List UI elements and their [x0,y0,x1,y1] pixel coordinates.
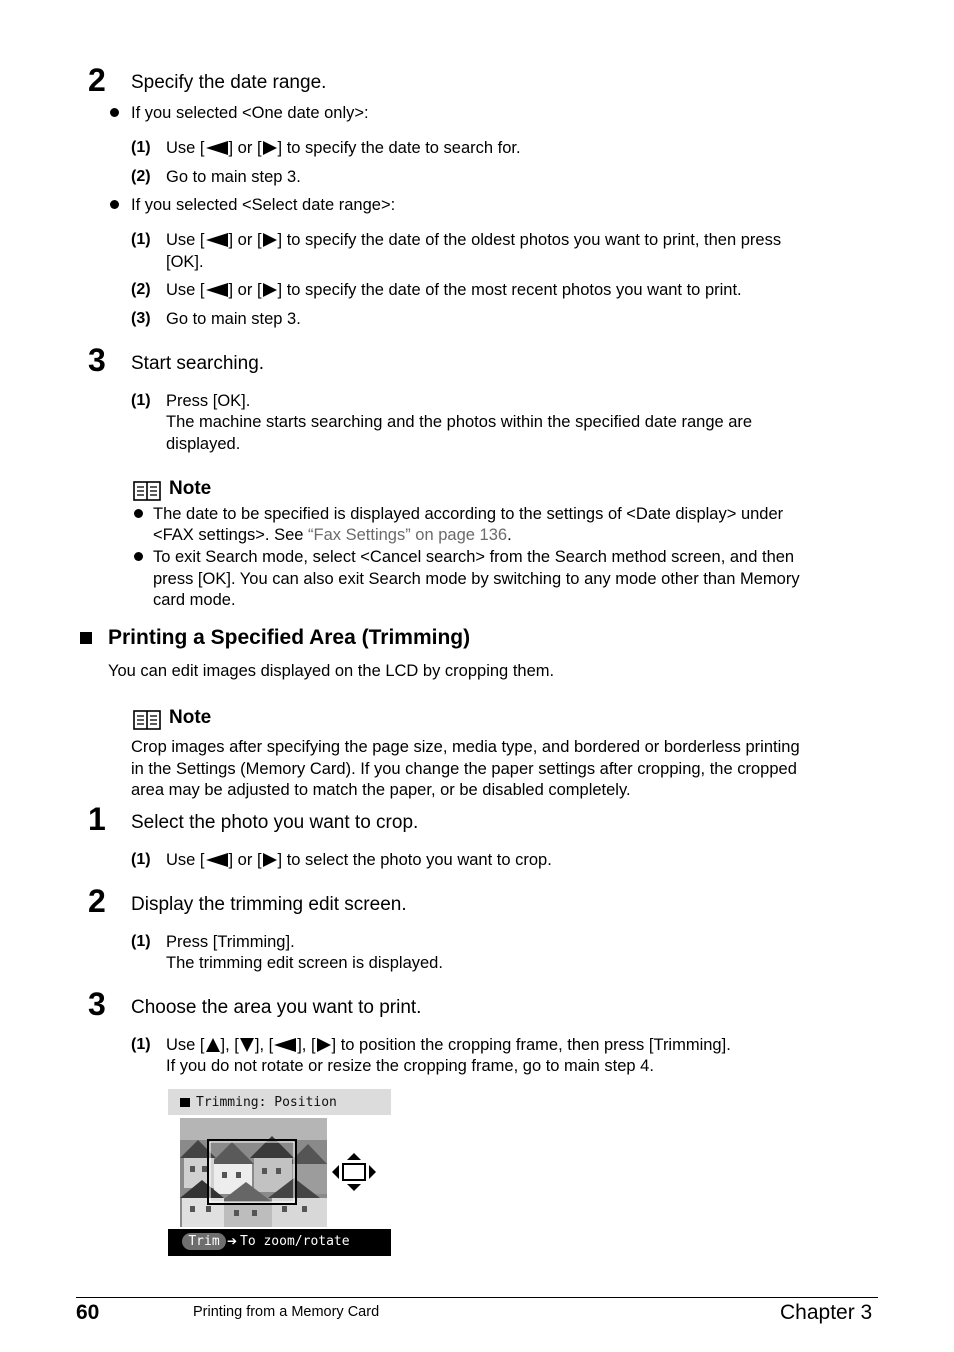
section-square-icon [80,632,92,644]
text-part: Use [ [166,851,205,869]
text-part: ] or [ [228,231,262,249]
lcd-footer [168,1229,391,1256]
substep-number: (1) [131,1036,151,1053]
text-part: ] to position the cropping frame, then press [Trimming]. [331,1036,731,1054]
page-number: 60 [76,1301,100,1324]
chapter-label: Chapter 3 [780,1301,873,1324]
bullet-icon [134,509,143,518]
text-part: ] or [ [228,281,262,299]
left-arrow-icon [206,283,228,297]
note-text: area may be adjusted to match the paper, or be disabled completely. [131,781,631,799]
substep-number: (1) [131,851,151,868]
substep-text: Press [OK]. [166,392,251,410]
left-arrow-icon [206,233,228,247]
substep-text: The trimming edit screen is displayed. [166,954,443,972]
step-title: Select the photo you want to crop. [131,812,419,833]
substep-number: (1) [131,231,151,248]
substep-text: Press [Trimming]. [166,933,295,951]
substep-number: (2) [131,168,151,185]
step-title: Display the trimming edit screen. [131,894,407,915]
text-part: ] or [ [228,139,262,157]
section-title: Printing a Specified Area (Trimming) [108,626,471,649]
note-book-icon [133,710,161,730]
note-text: in the Settings (Memory Card). If you change the paper settings after cropping, the cropped [131,760,797,778]
down-arrow-icon [240,1038,254,1052]
substep-number: (1) [131,392,151,409]
note-title: Note [169,707,212,728]
step-title: Choose the area you want to print. [131,997,422,1018]
note-text [153,524,512,546]
text-part: ] to specify the date of the most recent photos you want to print. [277,281,742,299]
trim-button [182,1233,226,1250]
text-part: ] to select the photo you want to crop. [277,851,552,869]
substep-text: If you do not rotate or resize the cropping frame, go to main step 4. [166,1057,654,1075]
step-number: 3 [88,986,106,1022]
footer-divider [76,1297,878,1298]
right-arrow-icon [263,233,277,247]
fax-settings-link[interactable]: “Fax Settings” on page 136 [308,526,508,544]
bullet-icon [134,552,143,561]
text-part: ] or [ [228,851,262,869]
step-number: 2 [88,62,106,98]
lcd-header [168,1089,391,1115]
substep-text: The machine starts searching and the photos within the specified date range are [166,413,753,431]
text-part: Use [ [166,1036,205,1054]
substep-number: (1) [131,933,151,950]
trim-button-label: Trim [188,1234,220,1249]
left-arrow-icon [274,1038,296,1052]
text-part: ], [ [220,1036,239,1054]
substep-text [166,1034,731,1056]
lcd-body [168,1115,391,1229]
text-part: Use [ [166,231,205,249]
footer-title: Printing from a Memory Card [193,1304,380,1320]
section-intro: You can edit images displayed on the LCD by cropping them. [108,662,555,680]
note-text: card mode. [153,591,236,609]
substep-text [166,849,552,871]
text-part: . [507,526,512,544]
step-number: 2 [88,883,106,919]
note-book-icon [133,481,161,501]
substep-number: (3) [131,310,151,327]
substep-text: Go to main step 3. [166,310,301,328]
substep-text [166,137,521,159]
right-arrow-icon [263,141,277,155]
arrow-right-icon: ➔ [227,1234,238,1248]
right-arrow-icon [263,283,277,297]
note-text: To exit Search mode, select <Cancel search> from the Search method screen, and then [153,548,795,566]
text-part: Use [ [166,281,205,299]
note-text: press [OK]. You can also exit Search mode by switching to any mode other than Memory [153,570,800,588]
substep-number: (2) [131,281,151,298]
note-text: The date to be specified is displayed according to the settings of <Date display> under [153,505,784,523]
substep-text: Go to main step 3. [166,168,301,186]
step-title: Start searching. [131,353,265,374]
substep-text [166,279,742,301]
bullet-icon [110,200,119,209]
bullet-text: If you selected <One date only>: [131,104,369,122]
step-title: Specify the date range. [131,72,327,93]
text-part: Use [ [166,139,205,157]
memory-card-icon [180,1098,190,1107]
bullet-text: If you selected <Select date range>: [131,196,396,214]
photo-thumbnail-icon [180,1118,327,1227]
text-part: <FAX settings>. See [153,526,309,544]
substep-number: (1) [131,139,151,156]
text-part: ], [ [297,1036,316,1054]
step-number: 3 [88,342,106,378]
left-arrow-icon [206,141,228,155]
bullet-icon [110,108,119,117]
note-title: Note [169,478,212,499]
right-arrow-icon [263,853,277,867]
substep-text [166,229,781,251]
right-arrow-icon [317,1038,331,1052]
up-arrow-icon [206,1038,220,1052]
lcd-header-text: Trimming: Position [196,1095,337,1110]
note-text: Crop images after specifying the page size, media type, and bordered or borderless printing [131,738,800,756]
lcd-footer-text: To zoom/rotate [240,1234,350,1249]
step-number: 1 [88,801,106,837]
text-part: ] to specify the date of the oldest photos you want to print, then press [277,231,782,249]
substep-text-cont: [OK]. [166,253,204,271]
substep-text: displayed. [166,435,241,453]
lcd-screenshot [168,1089,391,1256]
text-part: ] to specify the date to search for. [277,139,521,157]
text-part: ], [ [254,1036,274,1054]
direction-pad-icon [330,1151,378,1193]
left-arrow-icon [206,853,228,867]
